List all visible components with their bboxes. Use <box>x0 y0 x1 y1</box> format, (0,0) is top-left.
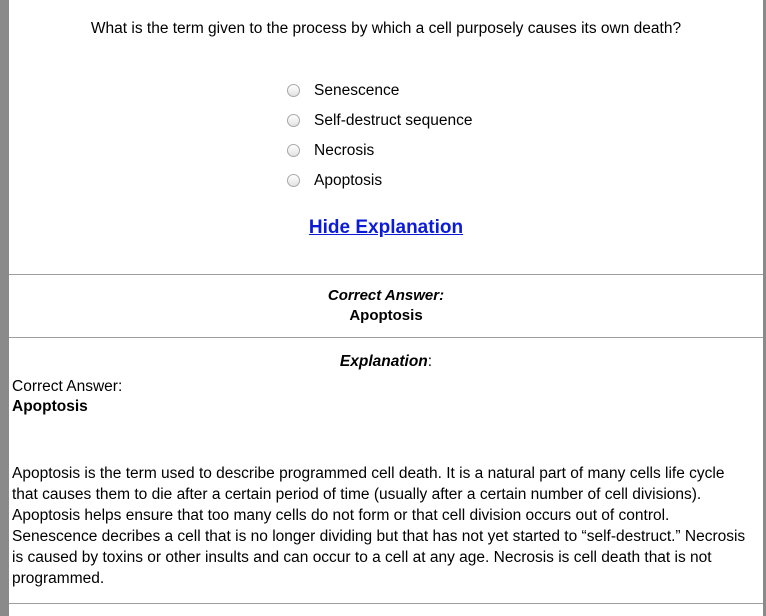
explanation-header <box>9 353 763 371</box>
radio-button[interactable] <box>287 84 300 97</box>
divider <box>9 337 763 338</box>
question-text: What is the term given to the process by which a cell purposely causes its own death? <box>90 20 682 37</box>
correct-answer-header: Correct Answer: <box>327 287 445 304</box>
choice-label: Senescence <box>314 82 400 99</box>
choice-label: Apoptosis <box>314 172 383 189</box>
choice-self-destruct-sequence[interactable] <box>287 106 473 136</box>
explanation-body: Apoptosis is the term used to describe programmed cell death. It is a natural part of many cells life cycle that causes them to die after a certain period of time (usually after a certain number of cell divisions). Apoptosis helps ensure that too many cells do not form or that cell division occurs out of control. Senescence decribes a cell that is no longer dividing but that has not yet started to “self-destruct.” Necrosis is caused by toxins or other insults and can occur to a cell at any age. Necrosis is cell death that is not programmed. <box>12 465 746 587</box>
radio-button[interactable] <box>287 174 300 187</box>
explanation-colon: : <box>427 353 433 370</box>
radio-button[interactable] <box>287 144 300 157</box>
answer-choices <box>287 76 473 196</box>
hide-explanation-link[interactable]: Hide Explanation <box>308 217 464 238</box>
explanation-correct-label: Correct Answer: <box>12 378 123 395</box>
explanation-correct-value: Apoptosis <box>12 398 88 415</box>
radio-button[interactable] <box>287 114 300 127</box>
choice-senescence[interactable] <box>287 76 473 106</box>
choice-label: Necrosis <box>314 142 375 159</box>
choice-apoptosis[interactable] <box>287 166 473 196</box>
divider <box>9 603 763 604</box>
divider <box>9 274 763 275</box>
choice-label: Self-destruct sequence <box>314 112 473 129</box>
correct-answer-value: Apoptosis <box>349 307 423 324</box>
explanation-title: Explanation <box>339 353 428 370</box>
question-panel <box>9 0 763 616</box>
choice-necrosis[interactable] <box>287 136 473 166</box>
